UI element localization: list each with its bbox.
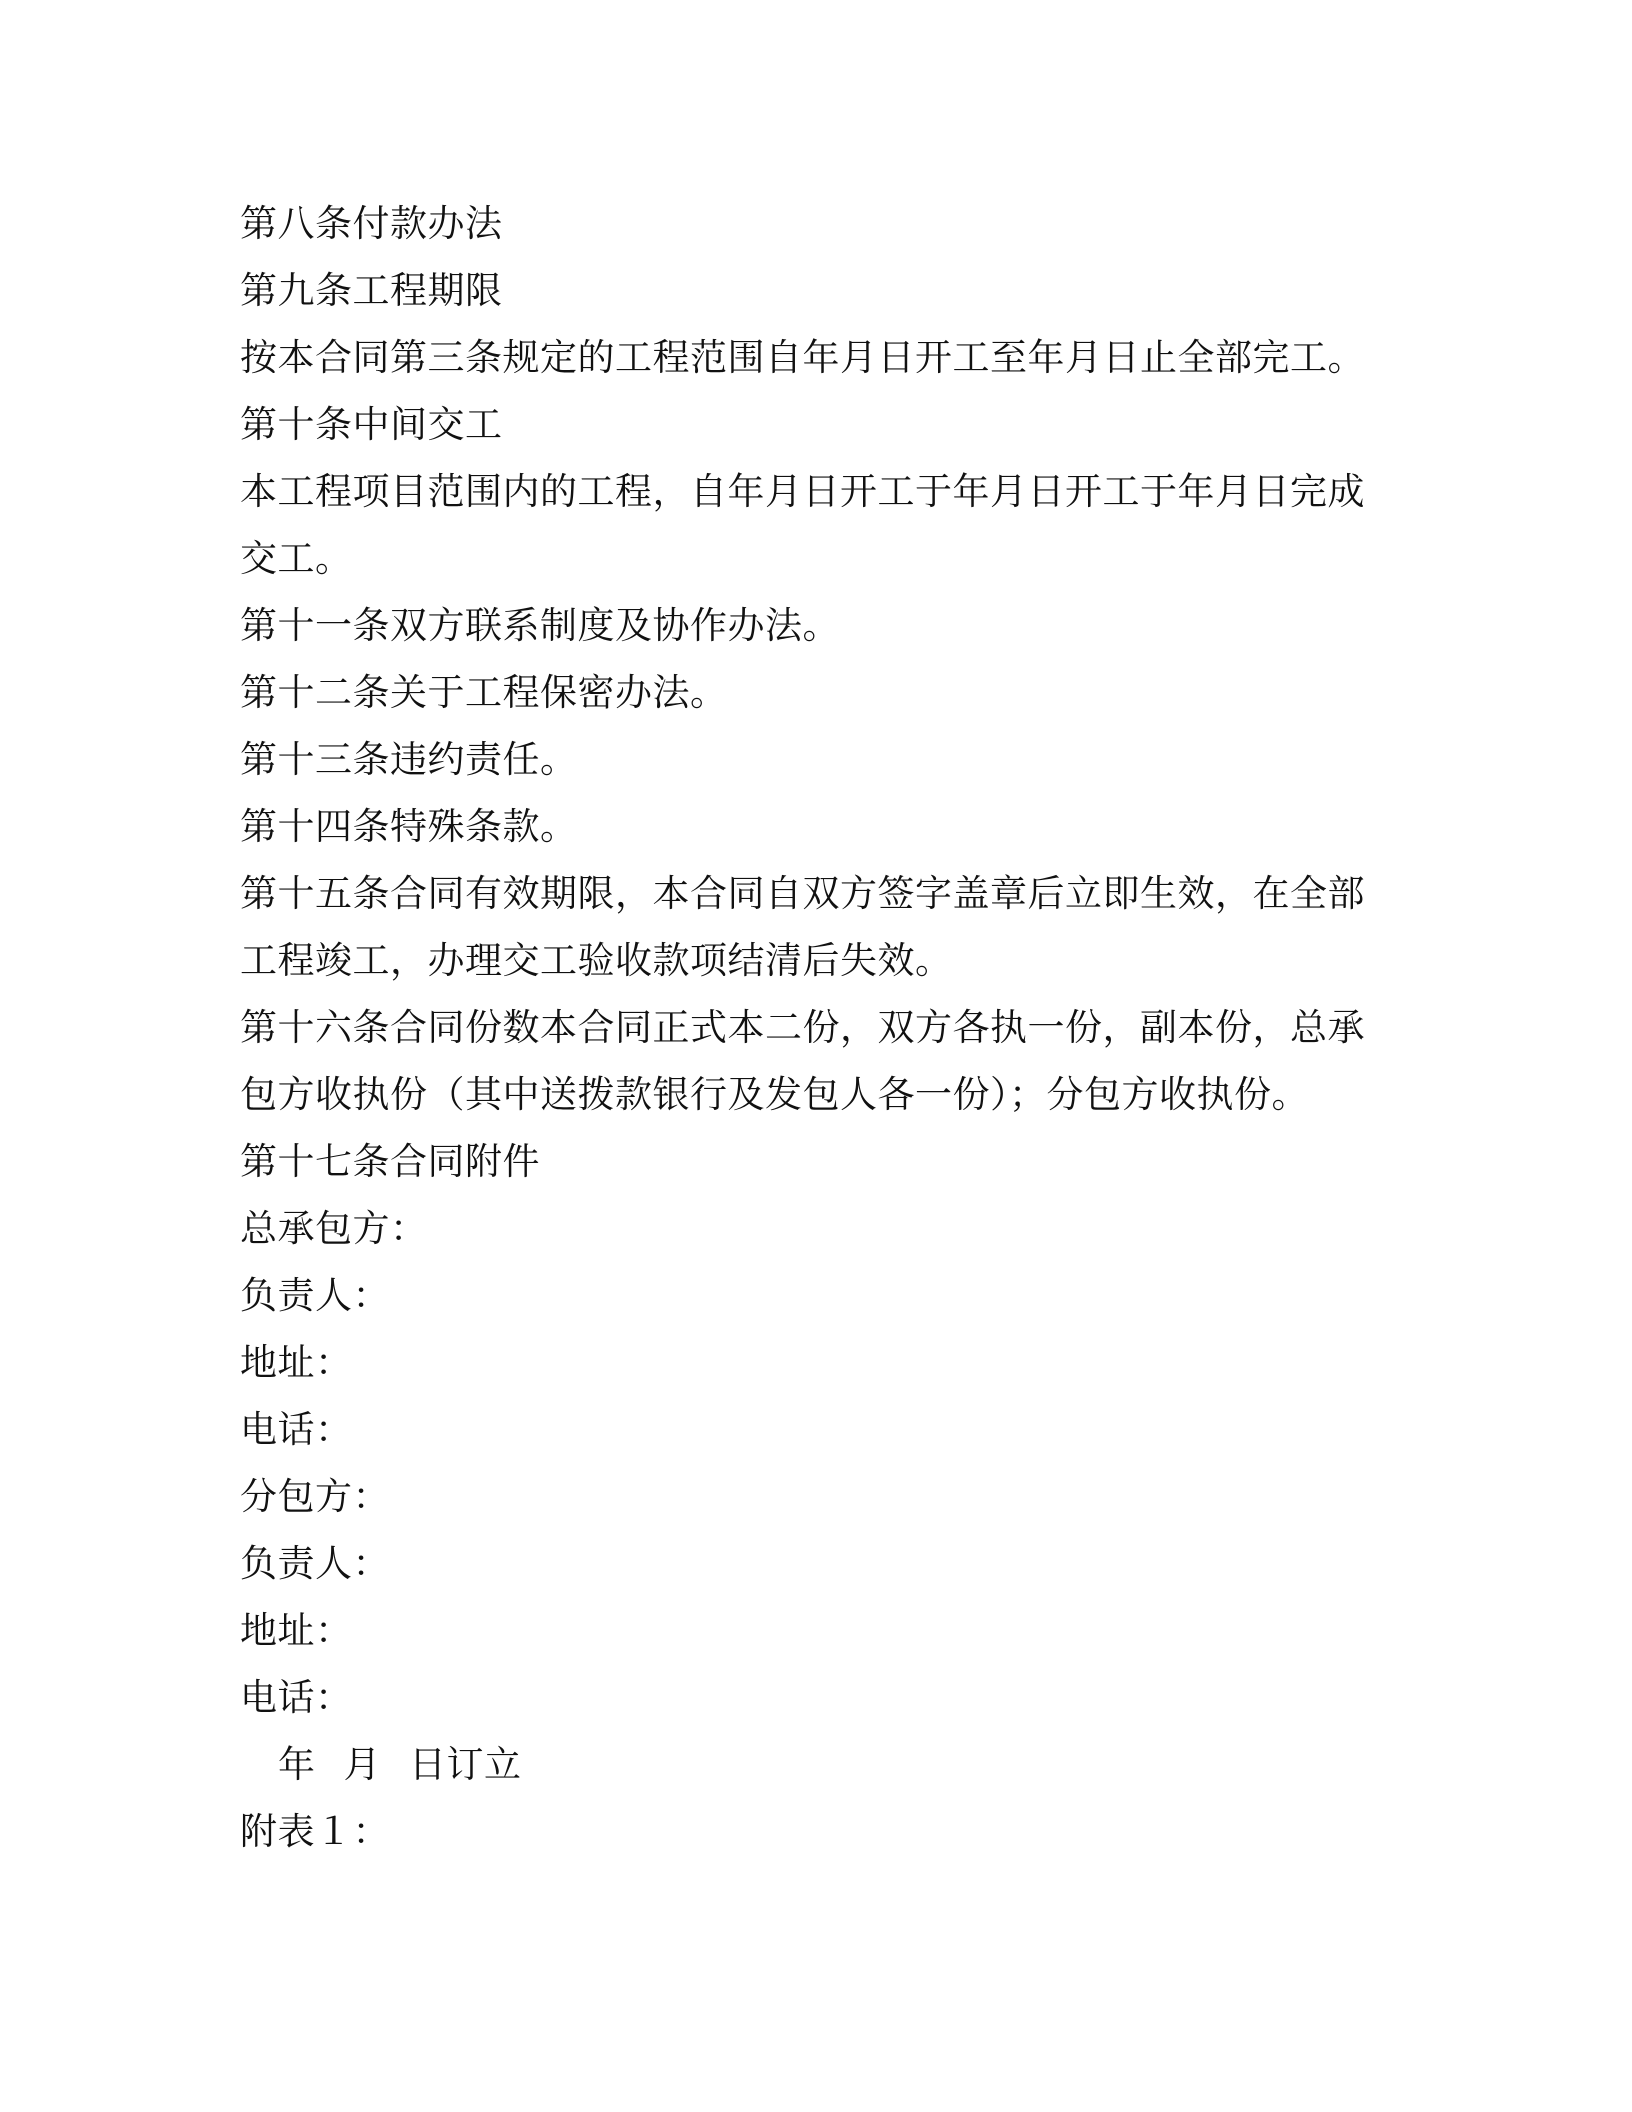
article-11-heading: 第十一条双方联系制度及协作办法。 <box>240 604 840 647</box>
gc-person-label: 负责人： <box>240 1274 390 1317</box>
article-12-heading: 第十二条关于工程保密办法。 <box>240 671 728 714</box>
article-14-heading: 第十四条特殊条款。 <box>240 805 578 848</box>
article-10-text: 本工程项目范围内的工程，自年月日开工于年月日开工于年月日完成交工。 <box>240 470 1365 580</box>
article-17-heading: 第十七条合同附件 <box>240 1140 540 1183</box>
date-year: 年 <box>278 1743 316 1786</box>
article-9-text: 按本合同第三条规定的工程范围自年月日开工至年月日止全部完工。 <box>240 336 1365 379</box>
date-day-signed: 日订立 <box>409 1743 522 1786</box>
article-9-heading: 第九条工程期限 <box>240 269 503 312</box>
sc-address-label: 地址： <box>240 1609 353 1652</box>
date-month: 月 <box>343 1743 381 1786</box>
article-10-heading: 第十条中间交工 <box>240 403 503 446</box>
sc-phone-label: 电话： <box>240 1676 353 1719</box>
article-13-heading: 第十三条违约责任。 <box>240 738 578 781</box>
article-16-text: 第十六条合同份数本合同正式本二份，双方各执一份，副本份，总承包方收执份（其中送拨款银行及发包人各一份）；分包方收执份。 <box>240 1006 1365 1116</box>
sc-person-label: 负责人： <box>240 1542 390 1585</box>
subcontractor-label: 分包方： <box>240 1475 390 1518</box>
appendix-label: 附表１： <box>240 1810 390 1853</box>
signing-date <box>240 1731 1400 1798</box>
general-contractor-label: 总承包方： <box>240 1207 428 1250</box>
contract-body <box>240 190 1400 1865</box>
gc-phone-label: 电话： <box>240 1408 353 1451</box>
gc-address-label: 地址： <box>240 1341 353 1384</box>
article-8-heading: 第八条付款办法 <box>240 202 503 245</box>
article-15-text: 第十五条合同有效期限，本合同自双方签字盖章后立即生效，在全部工程竣工，办理交工验收款项结清后失效。 <box>240 872 1365 982</box>
